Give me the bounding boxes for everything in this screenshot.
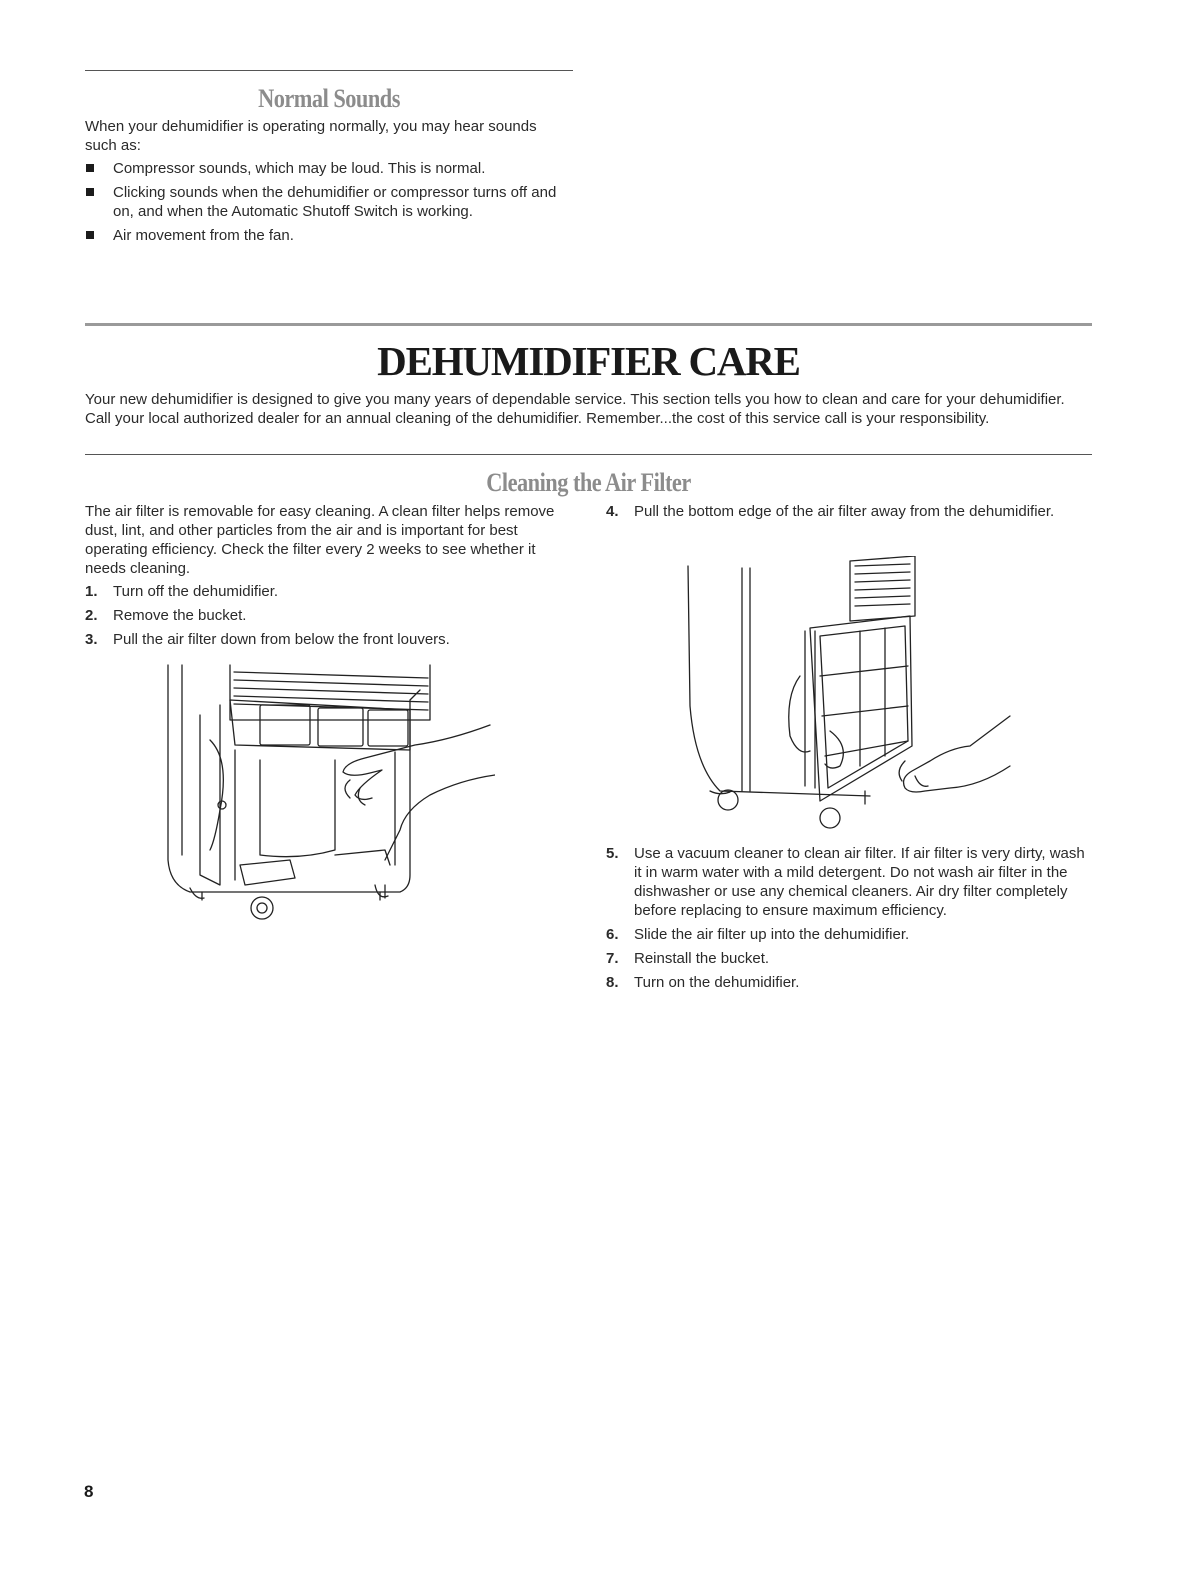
bullet-square-icon (86, 164, 94, 172)
step-item: 2. Remove the bucket. (85, 607, 247, 624)
air-filter-intro: The air filter is removable for easy cleaning. A clean filter helps remove dust, lint, and other particles from the air and is important for best operating efficiency. Check the filter every 2 weeks to see whether it needs cleaning. (85, 503, 555, 577)
step-item: 1. Turn off the dehumidifier. (85, 583, 279, 600)
normal-sounds-intro: When your dehumidifier is operating normally, you may hear sounds such as: (85, 118, 537, 154)
normal-sounds-heading: Normal Sounds (258, 84, 400, 113)
steps-list-left (85, 582, 565, 654)
list-item: Compressor sounds, which may be loud. This is normal. (85, 159, 570, 178)
step-item: 6. Slide the air filter up into the dehumidifier. (606, 926, 910, 943)
care-divider (85, 454, 1092, 455)
list-item: Air movement from the fan. (85, 226, 570, 245)
step-item: 7. Reinstall the bucket. (606, 950, 770, 967)
top-divider (85, 70, 573, 71)
step-item: 3. Pull the air filter down from below the front louvers. (85, 631, 450, 648)
steps-list-right-top (606, 502, 1092, 526)
filter-removal-illustration (160, 660, 495, 922)
page-title: DEHUMIDIFIER CARE (377, 338, 800, 384)
filter-pull-illustration (680, 556, 1015, 831)
cleaning-air-filter-heading: Cleaning the Air Filter (486, 468, 691, 497)
list-item: Clicking sounds when the dehumidifier or compressor turns off and on, and when the Automatic Shutoff Switch is working. (85, 183, 570, 221)
bullet-square-icon (86, 231, 94, 239)
section-divider (85, 323, 1092, 326)
step-item: 4. Pull the bottom edge of the air filter away from the dehumidifier. (606, 503, 1055, 520)
step-item: 5. Use a vacuum cleaner to clean air filter. If air filter is very dirty, wash it in warm water with a mild detergent. Do not wash air filter in the dishwasher or use any chemical cleaners. Air dry filter completely before replacing to ensure maximum efficiency. (606, 845, 1085, 919)
steps-list-right-bottom (606, 844, 1092, 997)
page-number: 8 (84, 1482, 94, 1501)
step-item: 8. Turn on the dehumidifier. (606, 974, 800, 991)
normal-sounds-list (85, 159, 570, 250)
bullet-square-icon (86, 188, 94, 196)
care-intro: Your new dehumidifier is designed to give you many years of dependable service. This section tells you how to clean and care for your dehumidifier. Call your local authorized dealer for an annual cleaning of the dehumidifier. Remember...the cost of this service call is your responsibility. (85, 391, 1065, 427)
